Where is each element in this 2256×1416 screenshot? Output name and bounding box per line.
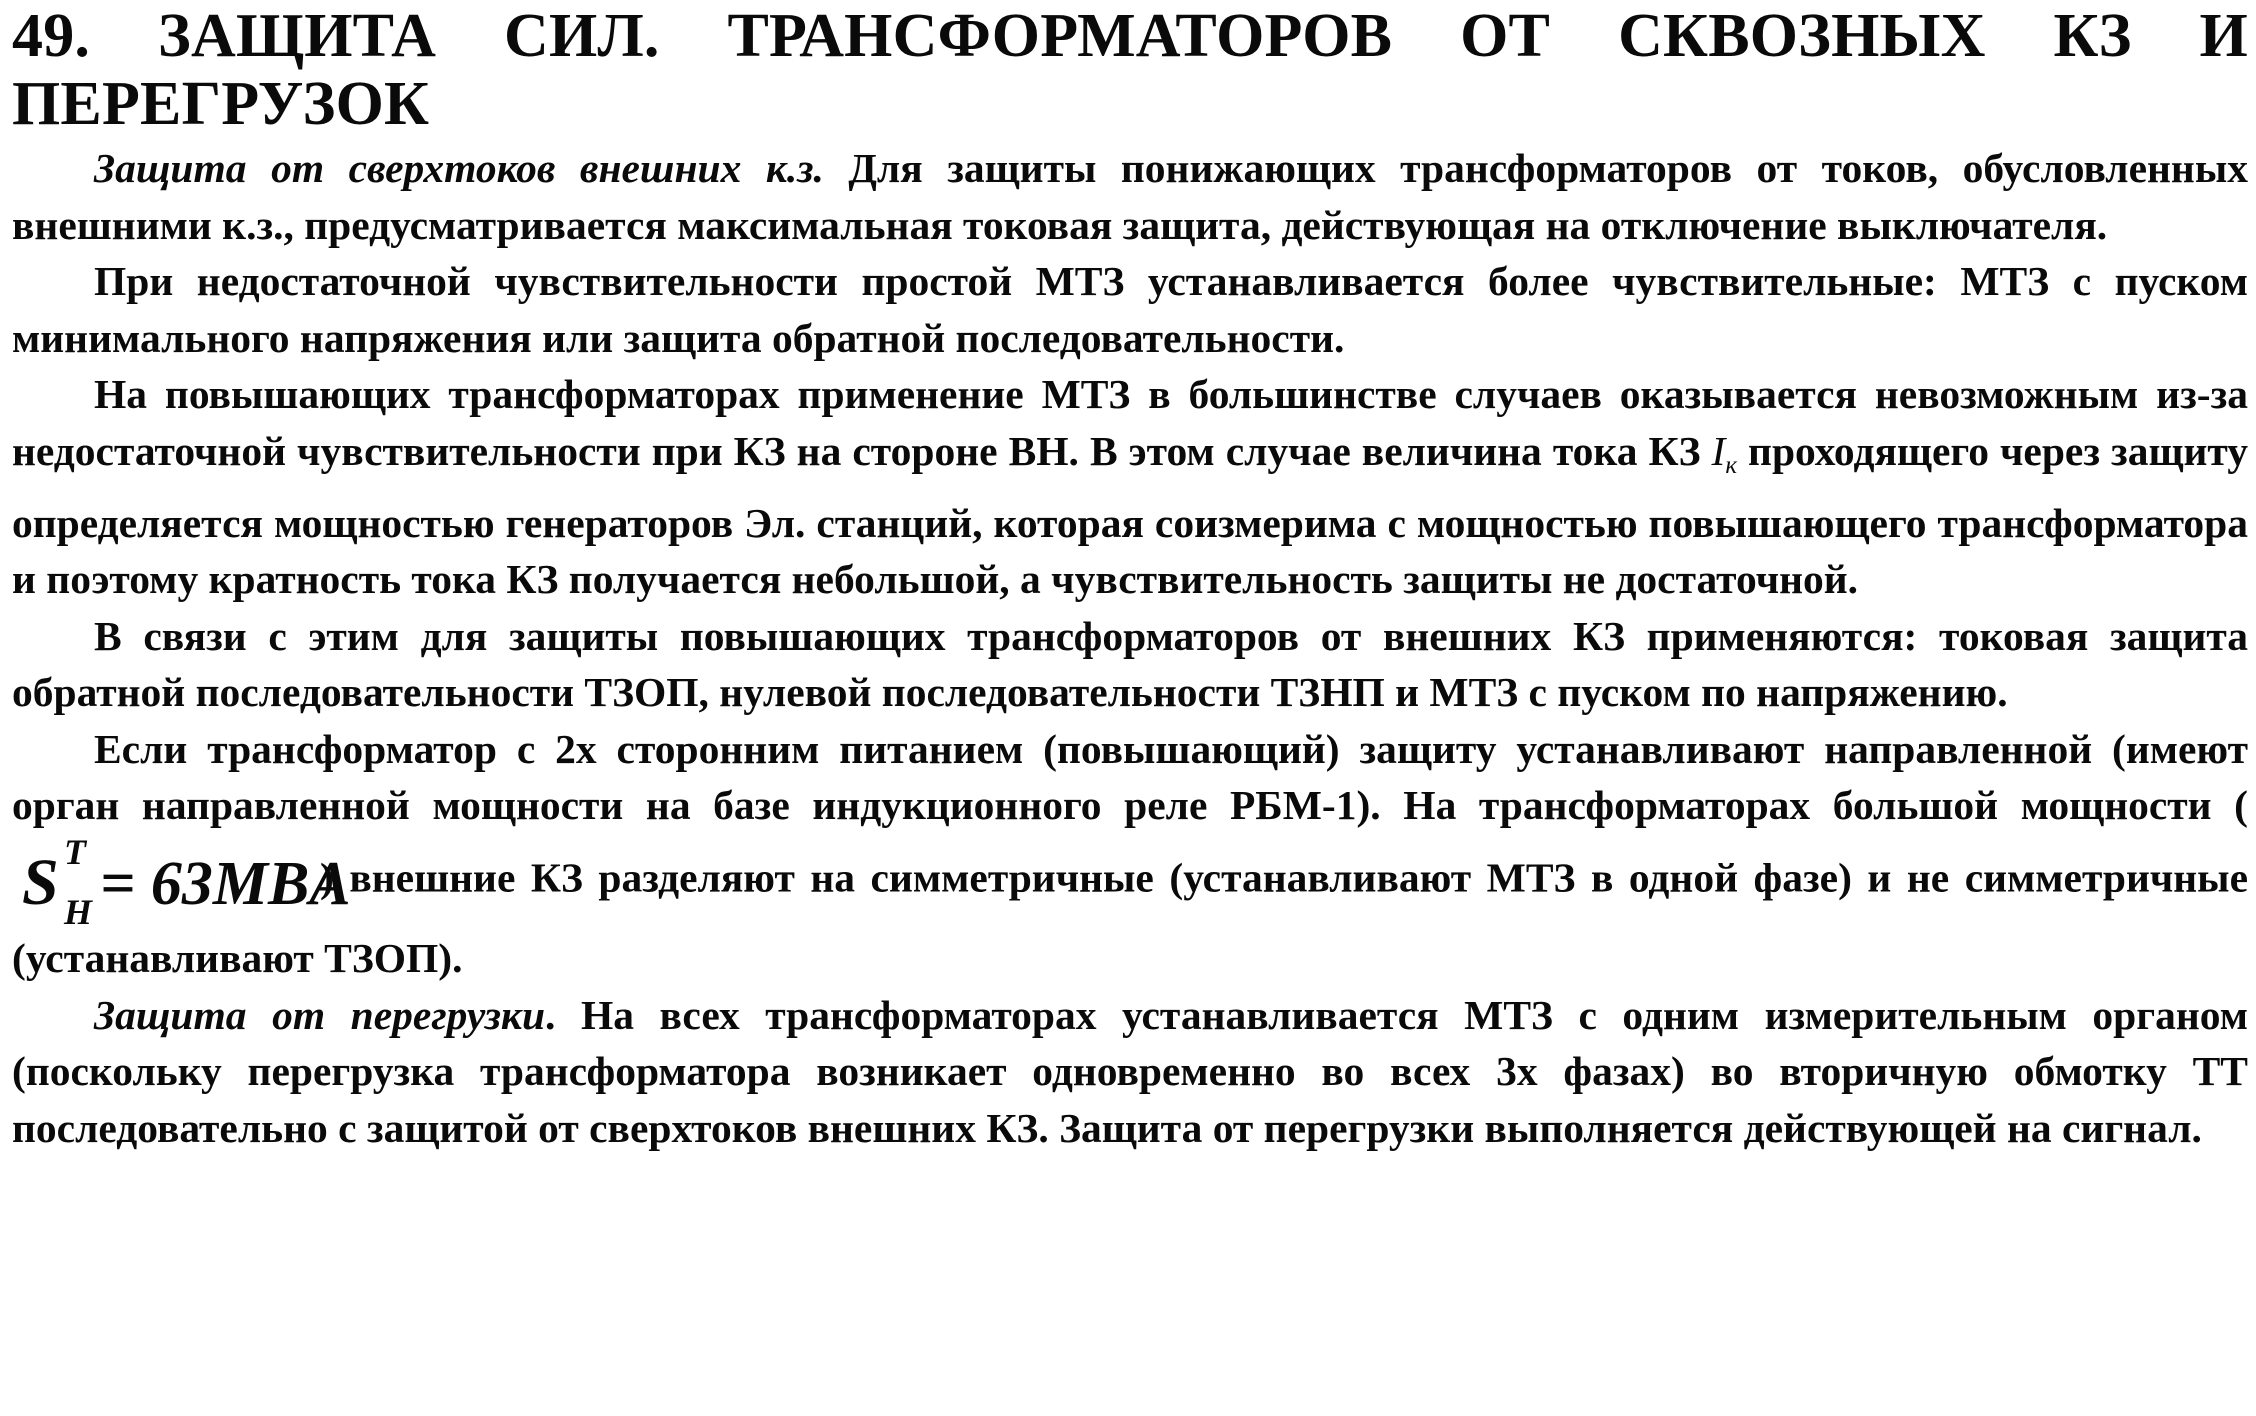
formula-superscript: T	[64, 832, 86, 873]
paragraph-text: На повышающих трансформаторах применение МТЗ в большинстве случаев оказывается невозможным из-за недостаточной чувствительности при КЗ на стороне ВН. В этом случае величина тока КЗ	[12, 371, 2248, 474]
current-symbol-subscript: к	[1725, 451, 1738, 479]
formula-subscript: H	[64, 892, 93, 933]
page-title: 49. ЗАЩИТА СИЛ. ТРАНСФОРМАТОРОВ ОТ СКВОЗНЫХ КЗ И ПЕРЕГРУЗОК	[12, 2, 2248, 138]
paragraph-directional-protection	[12, 721, 2248, 987]
paragraph-text: ) внешние КЗ разделяют на симметричные (устанавливают МТЗ в одной фазе) и не симметричные (устанавливают ТЗОП).	[12, 854, 2248, 982]
paragraph-protection-types: В связи с этим для защиты повышающих трансформаторов от внешних КЗ применяются: токовая защита обратной последовательности ТЗОП, нулевой последовательности ТЗНП и МТЗ с пуском по напряжению.	[12, 612, 2248, 716]
current-symbol-base: I	[1711, 427, 1726, 474]
paragraph-text: . На всех трансформаторах устанавливается МТЗ с одним измерительным органом (поскольку перегрузка трансформатора возникает одновременно во всех 3х фазах) во вторичную обмотку ТТ последовательно с защитой от сверхтоков внешних КЗ. Защита от перегрузки выполняется действующей на сигнал.	[12, 991, 2248, 1151]
paragraph-step-up-transformers	[12, 366, 2248, 607]
paragraph-sensitivity: При недостаточной чувствительности простой МТЗ устанавливается более чувствительные: МТЗ с пуском минимального напряжения или защита обратной последовательности.	[12, 258, 2248, 361]
formula-rhs: = 63MBA	[100, 850, 351, 919]
paragraph-text: проходящего через защиту определяется мощностью генераторов Эл. станций, которая соизмерима с мощностью повышающего трансформатора и поэтому кратность тока КЗ получается небольшой, а чувствительность защиты не достаточной.	[12, 427, 2248, 603]
paragraph-lead-external-fault: Защита от сверхтоков внешних к.з.	[94, 145, 824, 191]
paragraph-text: Для защиты понижающих трансформаторов от токов, обусловленных внешними к.з., предусматривается максимальная токовая защита, действующая на отключение выключателя.	[12, 145, 2248, 248]
current-symbol	[1711, 427, 1738, 479]
paragraph-overload-protection	[12, 987, 2248, 1157]
rated-power-formula	[16, 832, 351, 933]
paragraph-external-fault-protection	[12, 140, 2248, 253]
paragraph-lead-overload: Защита от перегрузки	[94, 991, 546, 1038]
formula-base: S	[22, 846, 59, 920]
formula-graphic	[16, 832, 351, 933]
paragraph-text: Если трансформатор с 2х сторонним питанием (повышающий) защиту устанавливают направленной (имеют орган направленной мощности на базе индукционного реле РБМ-1). На трансформаторах большой мощности (	[12, 725, 2248, 829]
